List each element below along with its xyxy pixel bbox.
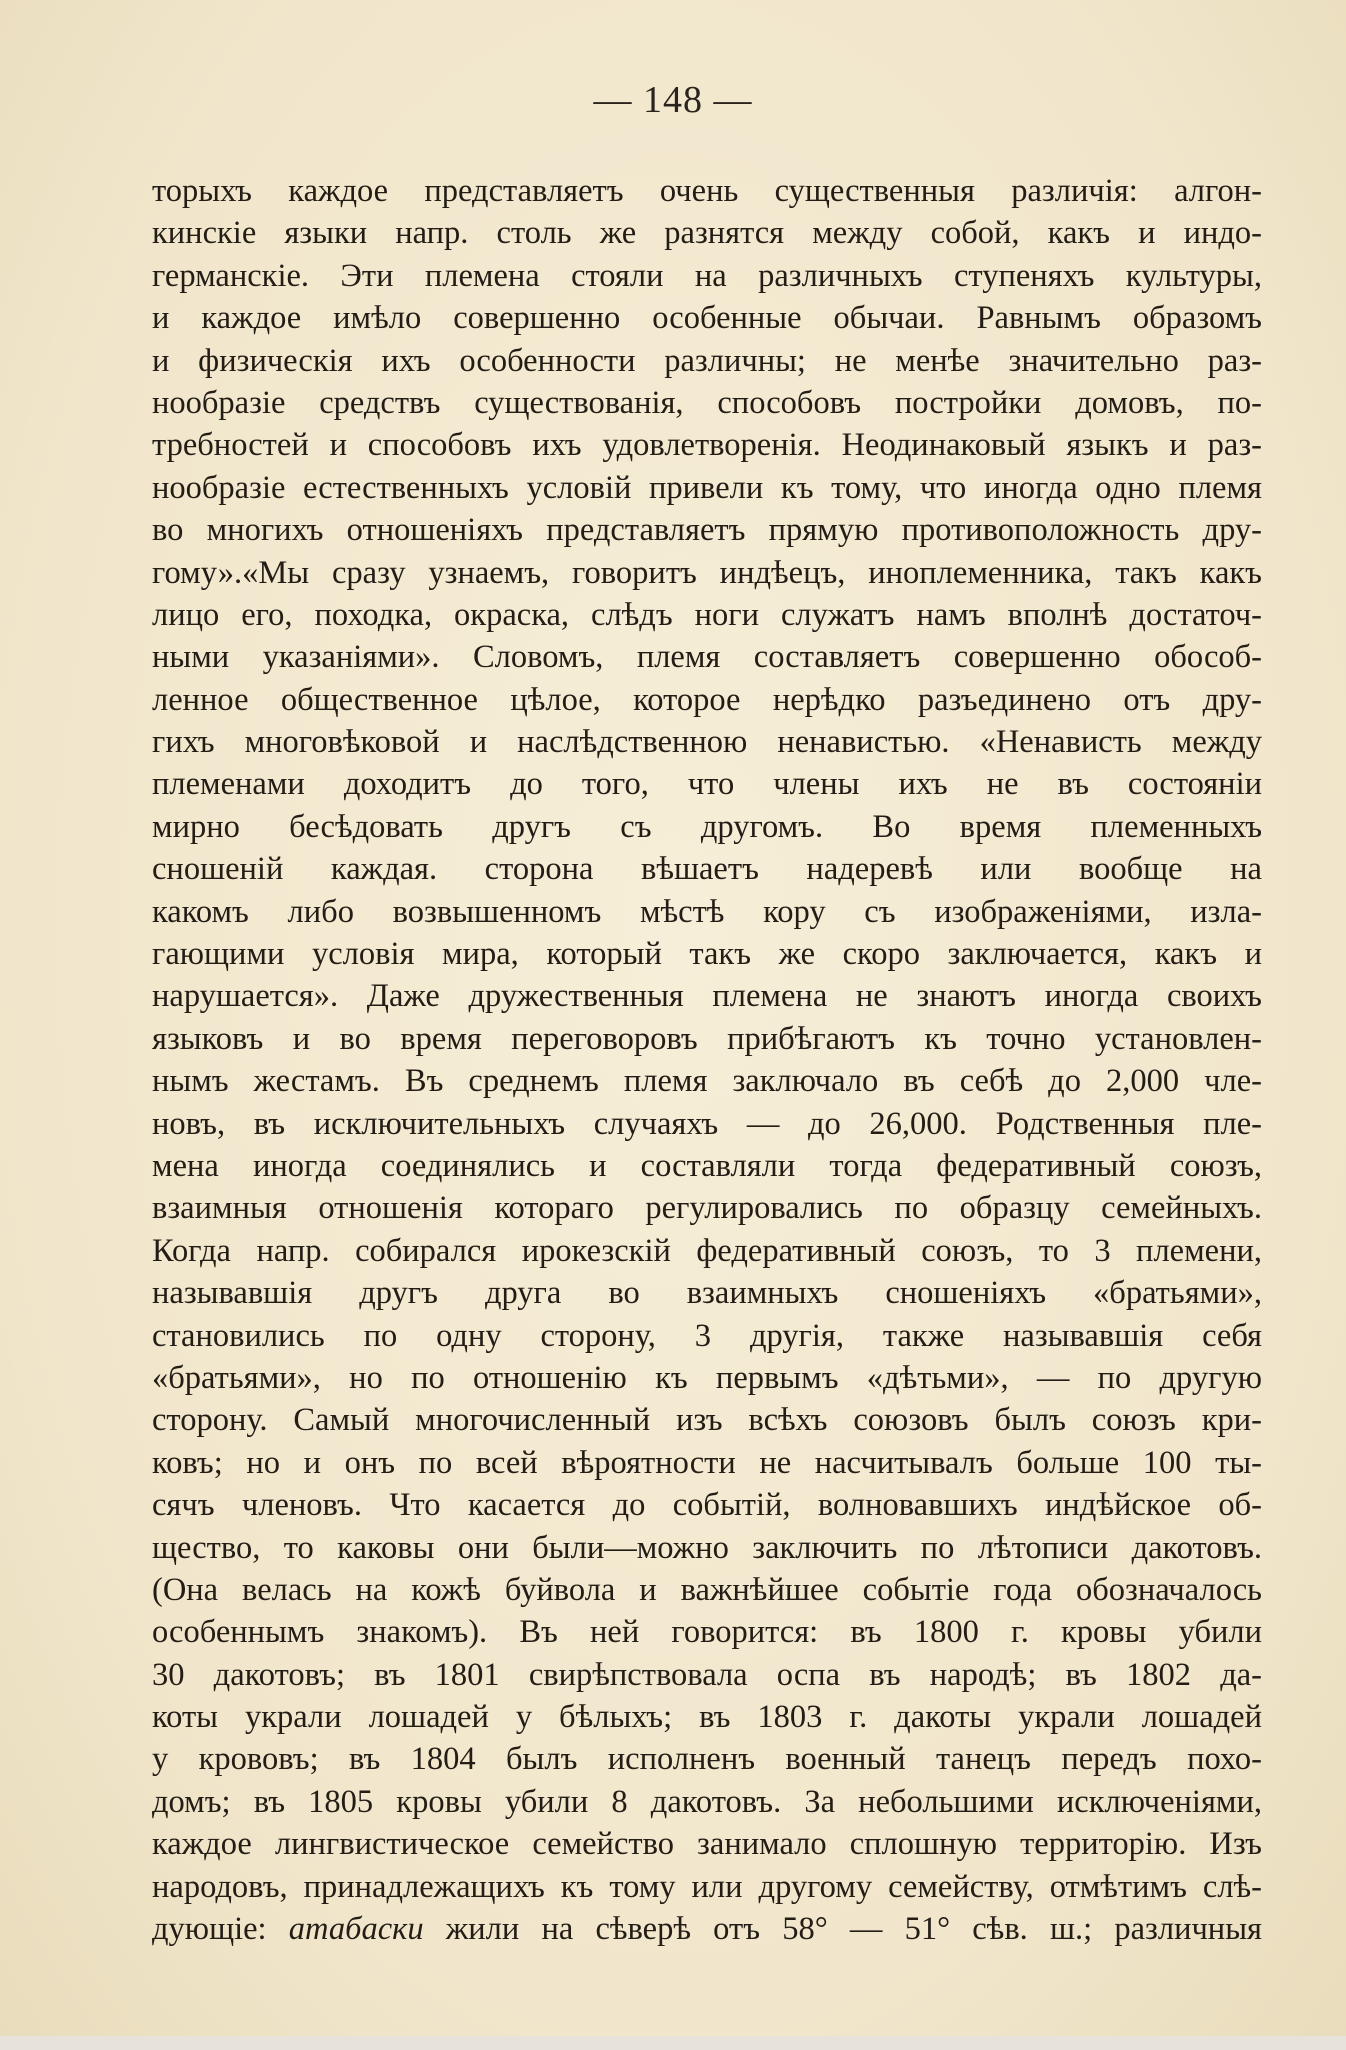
text-line: нообразіе средствъ существованія, способовъ постройки домовъ, по- <box>152 384 1262 421</box>
text-line: требностей и способовъ ихъ удовлетворенія. Неодинаковый языкъ и раз- <box>152 427 1262 464</box>
text-fragment: жили на сѣверѣ отъ 58° — 51° сѣв. ш.; различныя <box>445 1911 1262 1948</box>
text-line: 30 дакотовъ; въ 1801 свирѣпствовала оспа въ народѣ; въ 1802 да- <box>152 1656 1262 1693</box>
text-line: мена иногда соединялись и составляли тогда федеративный союзъ, <box>152 1147 1262 1184</box>
text-line: нарушается». Даже дружественныя племена не знаютъ иногда своихъ <box>152 978 1262 1015</box>
italic-term: атабаски <box>288 1911 424 1948</box>
text-line: ковъ; но и онъ по всей вѣроятности не насчитывалъ больше 100 ты- <box>152 1444 1262 1481</box>
text-line: племенами доходитъ до того, что члены ихъ не въ состояніи <box>152 766 1262 803</box>
text-line: мирно бесѣдовать другъ съ другомъ. Во время племенныхъ <box>152 808 1262 845</box>
text-line: и физическія ихъ особенности различны; не менѣе значительно раз- <box>152 342 1262 379</box>
text-line: во многихъ отношеніяхъ представляетъ прямую противоположность дру- <box>152 512 1262 549</box>
text-line: у крововъ; въ 1804 былъ исполненъ военный танецъ передъ похо- <box>152 1741 1262 1778</box>
text-line: гихъ многовѣковой и наслѣдственною ненавистью. «Ненависть между <box>152 724 1262 761</box>
text-line <box>152 1908 1262 1950</box>
text-line: новъ, въ исключительныхъ случаяхъ — до 26,000. Родственныя пле- <box>152 1105 1262 1142</box>
text-line: становились по одну сторону, 3 другія, также называвшія себя <box>152 1317 1262 1354</box>
text-line: каждое лингвистическое семейство занимало сплошную территорію. Изъ <box>152 1826 1262 1863</box>
text-line: народовъ, принадлежащихъ къ тому или другому семейству, отмѣтимъ слѣ- <box>152 1868 1262 1905</box>
text-line: Когда напр. собирался ирокезскій федеративный союзъ, то 3 племени, <box>152 1232 1262 1269</box>
page-number: — 148 — <box>593 79 753 121</box>
text-line: сношеній каждая. сторона вѣшаетъ надеревѣ или вообще на <box>152 851 1262 888</box>
text-line: называвшія другъ друга во взаимныхъ сношеніяхъ «братьями», <box>152 1275 1262 1312</box>
text-line: гому».«Мы сразу узнаемъ, говоритъ индѣецъ, иноплеменника, такъ какъ <box>152 554 1262 591</box>
body-text <box>152 170 1262 1950</box>
text-line: ленное общественное цѣлое, которое нерѣдко разъединено отъ дру- <box>152 681 1262 718</box>
text-line: нымъ жестамъ. Въ среднемъ племя заключало въ себѣ до 2,000 чле- <box>152 1063 1262 1100</box>
text-line: особеннымъ знакомъ). Въ ней говорится: въ 1800 г. кровы убили <box>152 1614 1262 1651</box>
text-line: и каждое имѣло совершенно особенные обычаи. Равнымъ образомъ <box>152 300 1262 337</box>
text-line: домъ; въ 1805 кровы убили 8 дакотовъ. За небольшими исключеніями, <box>152 1783 1262 1820</box>
text-line: кинскіе языки напр. столь же разнятся между собой, какъ и индо- <box>152 215 1262 252</box>
text-line: «братьями», но по отношенію къ первымъ «дѣтьми», — по другую <box>152 1359 1262 1396</box>
text-line: ными указаніями». Словомъ, племя составляетъ совершенно обособ- <box>152 639 1262 676</box>
text-line: гающими условія мира, который такъ же скоро заключается, какъ и <box>152 936 1262 973</box>
text-fragment: дующіе: <box>152 1911 267 1948</box>
text-line: германскіе. Эти племена стояли на различныхъ ступеняхъ культуры, <box>152 257 1262 294</box>
text-line: лицо его, походка, окраска, слѣдъ ноги служатъ намъ вполнѣ достаточ- <box>152 596 1262 633</box>
text-line: какомъ либо возвышенномъ мѣстѣ кору съ изображеніями, изла- <box>152 893 1262 930</box>
text-line: торыхъ каждое представляетъ очень существенныя различія: алгон- <box>152 173 1262 209</box>
scan-bottom-edge <box>0 2036 1346 2050</box>
text-line: щество, то каковы они были—можно заключить по лѣтописи дакотовъ. <box>152 1529 1262 1566</box>
text-line: взаимныя отношенія котораго регулировались по образцу семейныхъ. <box>152 1190 1262 1227</box>
text-line: нообразіе естественныхъ условій привели къ тому, что иногда одно племя <box>152 469 1262 506</box>
text-line: сторону. Самый многочисленный изъ всѣхъ союзовъ былъ союзъ кри- <box>152 1402 1262 1439</box>
text-line: (Она велась на кожѣ буйвола и важнѣйшее событіе года обозначалось <box>152 1571 1262 1608</box>
text-line: языковъ и во время переговоровъ прибѣгаютъ къ точно установлен- <box>152 1020 1262 1057</box>
text-line: сячъ членовъ. Что касается до событій, волновавшихъ индѣйское об- <box>152 1487 1262 1524</box>
text-line: коты украли лошадей у бѣлыхъ; въ 1803 г. дакоты украли лошадей <box>152 1699 1262 1736</box>
